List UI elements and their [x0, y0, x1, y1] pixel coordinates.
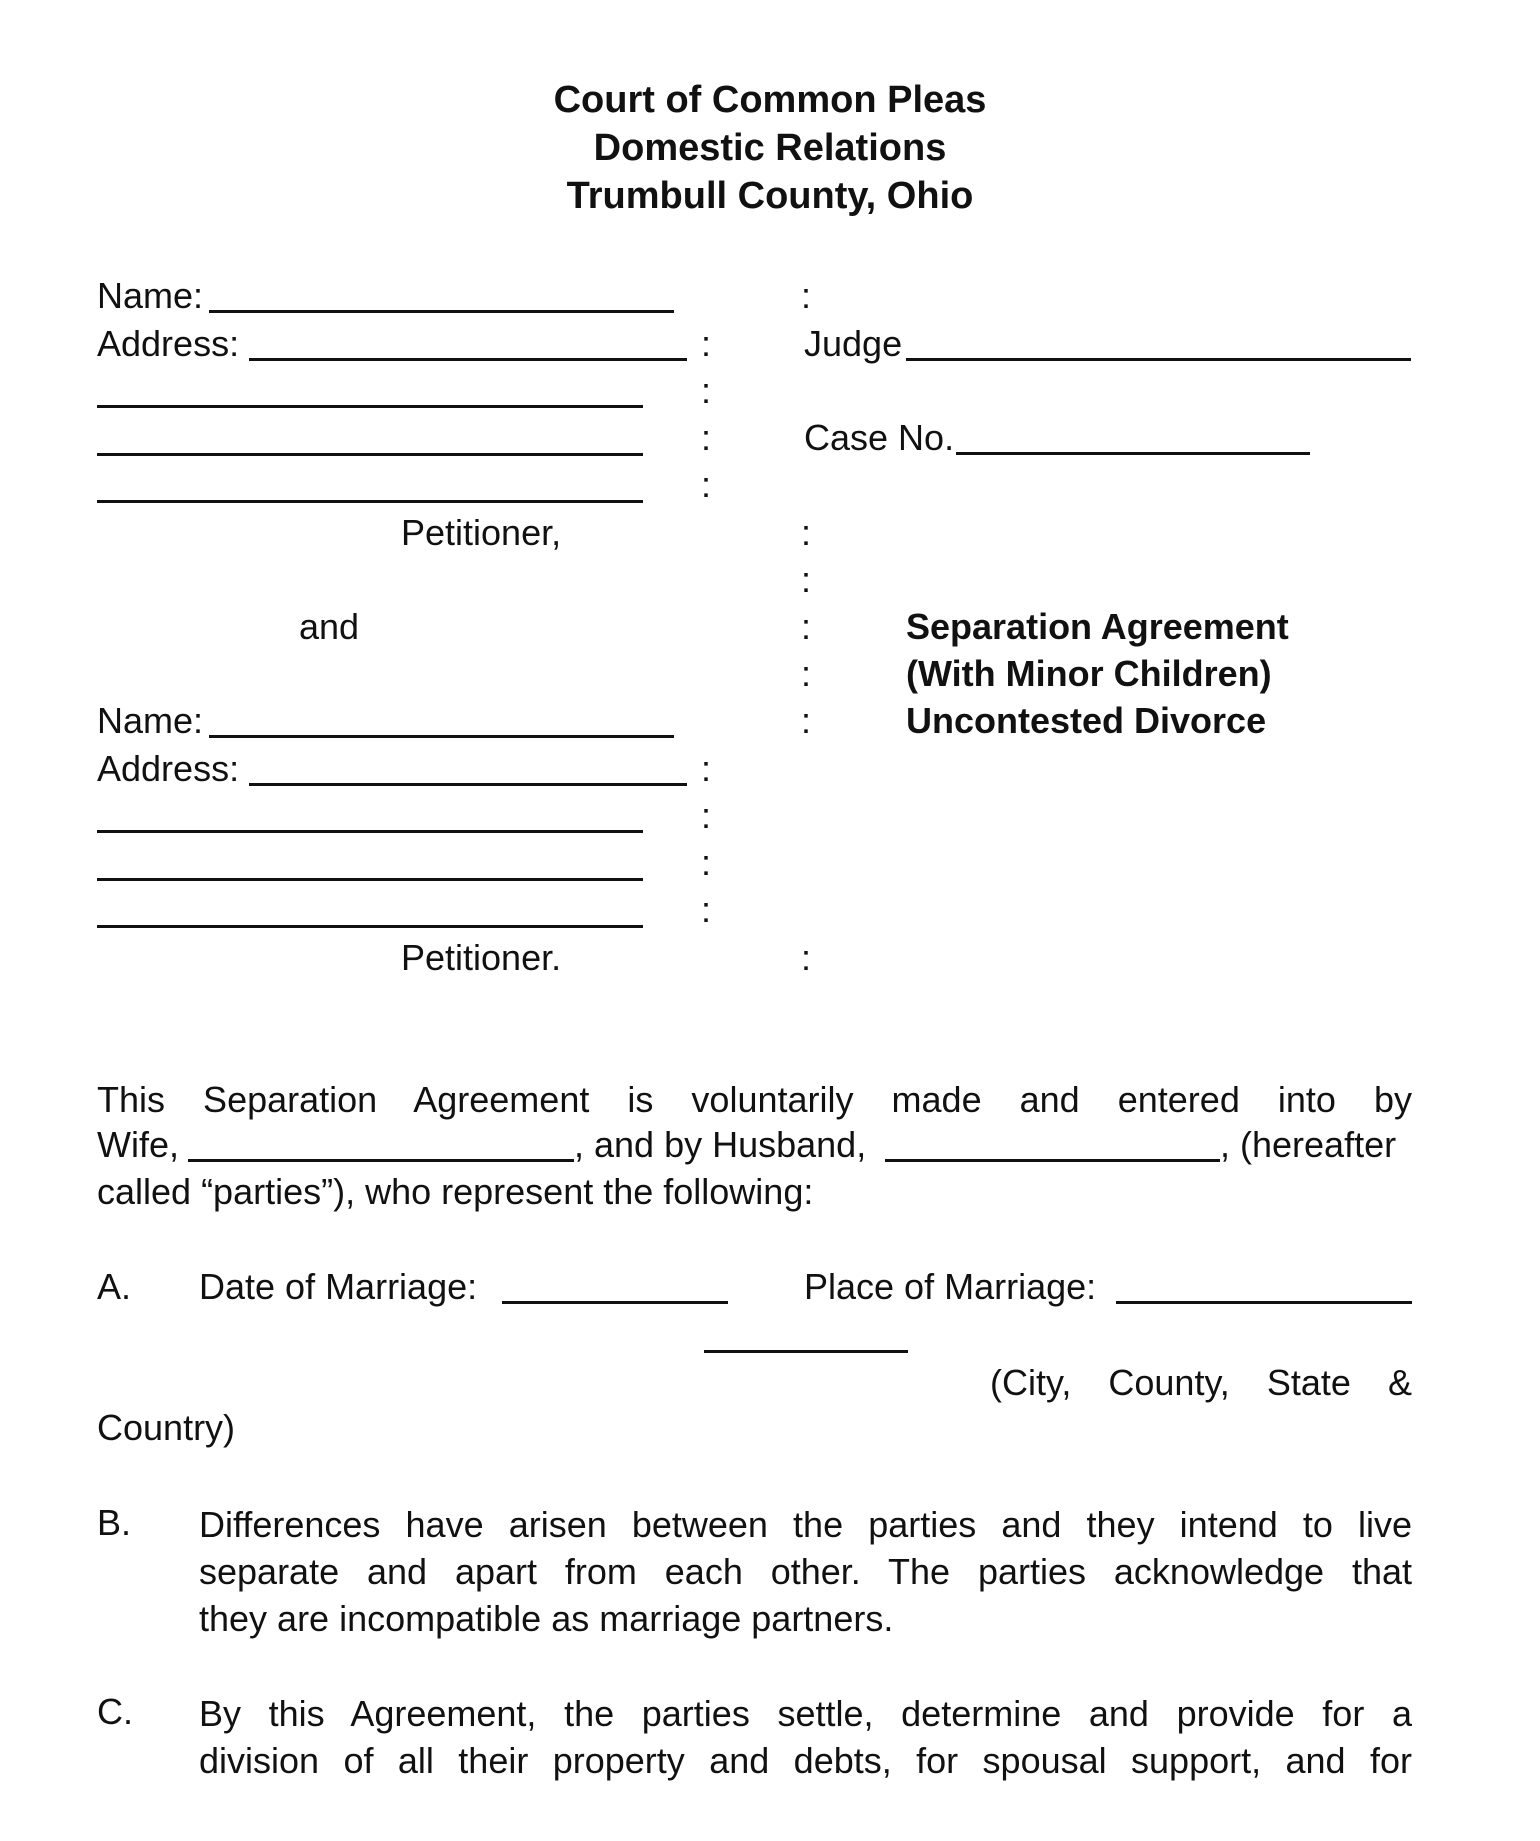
intro-wife-label: Wife,: [97, 1124, 180, 1165]
party1-address-field[interactable]: [249, 358, 687, 361]
party1-address-line-2[interactable]: [97, 405, 643, 408]
title-with-minor-children: (With Minor Children): [906, 653, 1272, 694]
colon: :: [701, 748, 712, 789]
section-c-marker: C.: [97, 1691, 133, 1732]
place-of-marriage-field[interactable]: [1116, 1301, 1412, 1304]
colon: :: [701, 370, 712, 411]
party1-address-line-3[interactable]: [97, 453, 643, 456]
colon: :: [801, 275, 812, 316]
section-b-line-3: they are incompatible as marriage partners.: [199, 1598, 894, 1639]
case-number-label: Case No.: [804, 417, 955, 458]
party2-petitioner-label: Petitioner.: [401, 937, 562, 978]
party1-name-field[interactable]: [209, 310, 674, 313]
court-division: Domestic Relations: [593, 127, 947, 169]
place-of-marriage-note-cont: Country): [97, 1407, 236, 1448]
colon: :: [801, 700, 812, 741]
colon: :: [801, 559, 812, 600]
party2-address-field[interactable]: [249, 783, 687, 786]
party2-name-label: Name:: [97, 700, 204, 741]
wife-name-field[interactable]: [188, 1159, 574, 1162]
date-of-marriage-field[interactable]: [502, 1301, 728, 1304]
party2-address-label: Address:: [97, 748, 240, 789]
place-of-marriage-field-cont[interactable]: [704, 1350, 908, 1353]
colon: :: [701, 795, 712, 836]
colon: :: [701, 417, 712, 458]
date-of-marriage-label: Date of Marriage:: [199, 1266, 478, 1307]
party1-address-line-4[interactable]: [97, 500, 643, 503]
section-c-line-1: By this Agreement, the parties settle, determine and provide for a: [199, 1693, 1412, 1734]
colon: :: [801, 606, 812, 647]
colon: :: [701, 842, 712, 883]
and-label: and: [299, 606, 360, 647]
title-uncontested-divorce: Uncontested Divorce: [906, 700, 1267, 741]
place-of-marriage-label: Place of Marriage:: [804, 1266, 1097, 1307]
party1-petitioner-label: Petitioner,: [401, 512, 562, 553]
intro-line-3: called “parties”), who represent the following:: [97, 1171, 814, 1212]
judge-field[interactable]: [906, 358, 1411, 361]
section-b-line-2: separate and apart from each other. The parties acknowledge that: [199, 1551, 1412, 1592]
judge-label: Judge: [804, 323, 903, 364]
party1-name-label: Name:: [97, 275, 204, 316]
husband-name-field[interactable]: [885, 1159, 1220, 1162]
section-b-line-1: Differences have arisen between the parties and they intend to live: [199, 1504, 1412, 1545]
section-a-marker: A.: [97, 1266, 132, 1307]
intro-hereafter: , (hereafter: [1220, 1124, 1397, 1165]
colon: :: [801, 937, 812, 978]
court-name: Court of Common Pleas: [553, 79, 987, 121]
title-separation-agreement: Separation Agreement: [906, 606, 1289, 647]
colon: :: [801, 653, 812, 694]
section-b-text: [199, 1501, 1412, 1642]
place-of-marriage-note: (City, County, State &: [990, 1362, 1412, 1403]
section-c-text: [199, 1690, 1412, 1784]
party2-address-line-2[interactable]: [97, 830, 643, 833]
section-c-line-2: division of all their property and debts, for spousal support, and for: [199, 1740, 1412, 1781]
party2-address-line-4[interactable]: [97, 925, 643, 928]
party2-name-field[interactable]: [209, 735, 674, 738]
colon: :: [701, 464, 712, 505]
colon: :: [701, 889, 712, 930]
party2-address-line-3[interactable]: [97, 878, 643, 881]
intro-husband-label: , and by Husband,: [574, 1124, 867, 1165]
party1-address-label: Address:: [97, 323, 240, 364]
intro-line-1: This Separation Agreement is voluntarily made and entered into by: [97, 1079, 1412, 1120]
colon: :: [701, 323, 712, 364]
section-b-marker: B.: [97, 1502, 132, 1543]
case-number-field[interactable]: [956, 452, 1310, 455]
colon: :: [801, 512, 812, 553]
court-county: Trumbull County, Ohio: [566, 175, 974, 217]
